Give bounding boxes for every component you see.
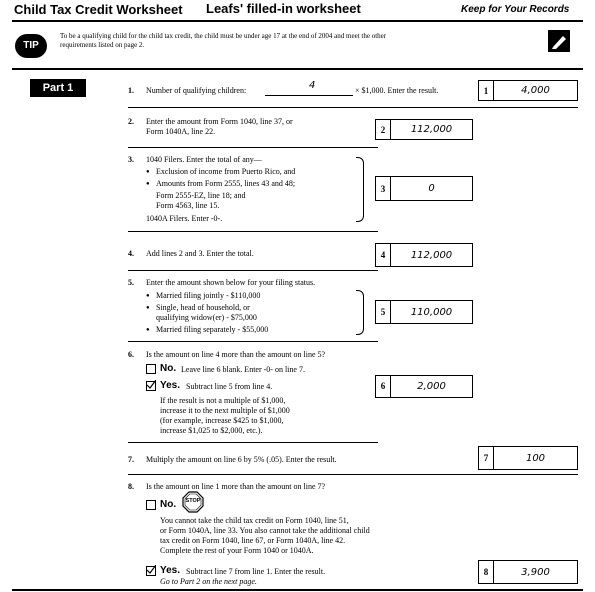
line-8-number: 8. xyxy=(128,482,134,491)
part-1-text: Part 1 xyxy=(42,82,74,94)
tip-text-2: requirements listed on page 2. xyxy=(60,41,145,49)
line-8-no-label: No. xyxy=(160,499,177,510)
line-6-note-2: increase it to the next multiple of $1,000 xyxy=(160,406,290,415)
line-7-amount: 100 xyxy=(525,452,546,464)
line-6-no-label: No. xyxy=(160,363,177,374)
line-3-bullet-2-cont-1: Form 2555-EZ, line 18; and xyxy=(156,191,246,200)
line-3-box[interactable] xyxy=(375,176,473,201)
line-6-amount: 2,000 xyxy=(417,381,446,392)
line-5-bullet-1: ● Married filing jointly - $110,000 xyxy=(156,291,260,301)
line-2-rule xyxy=(128,147,378,148)
stop-sign-icon xyxy=(182,491,204,513)
line-6-yes-checkbox[interactable] xyxy=(146,381,156,391)
line-3-bullet-2-cont-2: Form 4563, line 15. xyxy=(156,201,220,210)
line-6-note-1: If the result is not a multiple of $1,000, xyxy=(160,396,286,405)
line-8-no-note-2: or Form 1040A, line 33. You also cannot take the additional child xyxy=(160,526,370,535)
line-1-text: Number of qualifying children: xyxy=(146,86,247,95)
line-5-bullet-3: ● Married filing separately - $55,000 xyxy=(156,325,268,335)
line-3-brace xyxy=(356,157,364,222)
line-5-brace xyxy=(356,290,364,335)
line-3-number: 3. xyxy=(128,155,134,164)
line-3-bullet-1: ● Exclusion of income from Puerto Rico, and xyxy=(156,167,295,177)
line-8-no-checkbox[interactable] xyxy=(146,500,156,510)
line-8-no-note-3: tax credit on Form 1040, line 67, or Form 1040A, line 42. xyxy=(160,536,346,545)
line-5-bullet-2-cont: qualifying widow(er) - $75,000 xyxy=(156,313,257,322)
line-1-box-number: 1 xyxy=(479,81,494,100)
line-5-rule xyxy=(128,341,378,342)
line-4-box[interactable] xyxy=(375,243,473,267)
pencil-icon xyxy=(548,30,570,52)
line-1-multiplier: × $1,000. Enter the result. xyxy=(355,86,439,95)
line-1-amount: 4,000 xyxy=(521,85,550,96)
line-6-box-number: 6 xyxy=(376,376,391,397)
part-1-label xyxy=(30,79,86,97)
line-5-box-number: 5 xyxy=(376,301,391,323)
line-4-text: Add lines 2 and 3. Enter the total. xyxy=(146,249,254,258)
line-6-rule xyxy=(128,442,378,443)
line-8-no-note-1: You cannot take the child tax credit on Form 1040, line 51, xyxy=(160,516,349,525)
tip-label: TIP xyxy=(23,40,39,51)
line-7-box[interactable] xyxy=(478,446,578,470)
line-6-no-checkbox[interactable] xyxy=(146,364,156,374)
line-3-amount: 0 xyxy=(428,183,435,194)
line-4-amount: 112,000 xyxy=(410,249,453,261)
qualifying-children-field[interactable] xyxy=(265,80,353,96)
line-8-go-to-part-2: Go to Part 2 on the next page. xyxy=(160,577,257,586)
line-8-box[interactable] xyxy=(478,560,578,584)
line-8-no-note-4: Complete the rest of your Form 1040 or 1040A. xyxy=(160,546,314,555)
line-5-amount: 110,000 xyxy=(410,306,453,318)
line-8-yes-label: Yes. xyxy=(160,565,181,576)
line-8-box-number: 8 xyxy=(479,561,494,583)
line-4-number: 4. xyxy=(128,249,134,258)
checkmark-icon xyxy=(146,565,156,575)
line-3-1040a-note: 1040A Filers. Enter -0-. xyxy=(146,214,223,223)
line-6-no-text: Leave line 6 blank. Enter -0- on line 7. xyxy=(181,365,305,374)
tip-rule xyxy=(12,68,583,70)
line-3-rule xyxy=(128,231,378,232)
stop-sign-label: STOP xyxy=(185,498,201,504)
line-2-box[interactable] xyxy=(375,119,473,140)
line-6-note-3: (for example, increase $425 to $1,000, xyxy=(160,416,284,425)
bottom-rule xyxy=(12,589,583,591)
line-2-amount: 112,000 xyxy=(410,124,453,135)
line-5-bullet-2: ● Single, head of household, or xyxy=(156,303,250,313)
line-3-heading: 1040 Filers. Enter the total of any— xyxy=(146,155,262,164)
line-1-box[interactable] xyxy=(478,80,578,101)
worksheet-title: Child Tax Credit Worksheet xyxy=(14,2,183,17)
line-3-box-number: 3 xyxy=(376,177,391,200)
line-3-bullet-2: ● Amounts from Form 2555, lines 43 and 48; xyxy=(156,179,295,189)
line-2-box-number: 2 xyxy=(376,120,391,139)
line-6-number: 6. xyxy=(128,350,134,359)
checkmark-icon xyxy=(146,380,156,390)
line-8-yes-checkbox[interactable] xyxy=(146,566,156,576)
line-2-number: 2. xyxy=(128,117,134,126)
line-6-yes-text: Subtract line 5 from line 4. xyxy=(186,382,273,391)
line-7-number: 7. xyxy=(128,455,134,464)
keep-records-note: Keep for Your Records xyxy=(461,4,570,15)
header-rule xyxy=(12,20,583,22)
tip-badge xyxy=(15,34,47,58)
tip-text-1: To be a qualifying child for the child tax credit, the child must be under age 17 at the end of 2004 and meet the other xyxy=(60,32,387,40)
line-1-number: 1. xyxy=(128,86,134,95)
line-6-text: Is the amount on line 4 more than the amount on line 5? xyxy=(146,350,326,359)
line-6-note-4: increase $1,025 to $2,000, etc.). xyxy=(160,426,263,435)
line-7-box-number: 7 xyxy=(479,447,494,469)
line-8-yes-text: Subtract line 7 from line 1. Enter the result. xyxy=(186,567,326,576)
line-5-text: Enter the amount shown below for your filing status. xyxy=(146,278,316,287)
line-4-rule xyxy=(128,270,378,271)
worksheet-subtitle: Leafs' filled-in worksheet xyxy=(206,1,361,16)
line-2-text-2: Form 1040A, line 22. xyxy=(146,127,216,136)
line-5-box[interactable] xyxy=(375,300,473,324)
line-7-rule xyxy=(128,474,578,475)
qualifying-children-value: 4 xyxy=(309,80,316,91)
line-7-text: Multiply the amount on line 6 by 5% (.05). Enter the result. xyxy=(146,455,337,464)
line-2-text-1: Enter the amount from Form 1040, line 37, or xyxy=(146,117,293,126)
line-8-text: Is the amount on line 1 more than the amount on line 7? xyxy=(146,482,326,491)
line-5-number: 5. xyxy=(128,278,134,287)
line-4-box-number: 4 xyxy=(376,244,391,266)
line-1-rule xyxy=(128,107,578,108)
line-8-amount: 3,900 xyxy=(521,566,550,578)
line-6-yes-label: Yes. xyxy=(160,380,181,391)
line-6-box[interactable] xyxy=(375,375,473,398)
